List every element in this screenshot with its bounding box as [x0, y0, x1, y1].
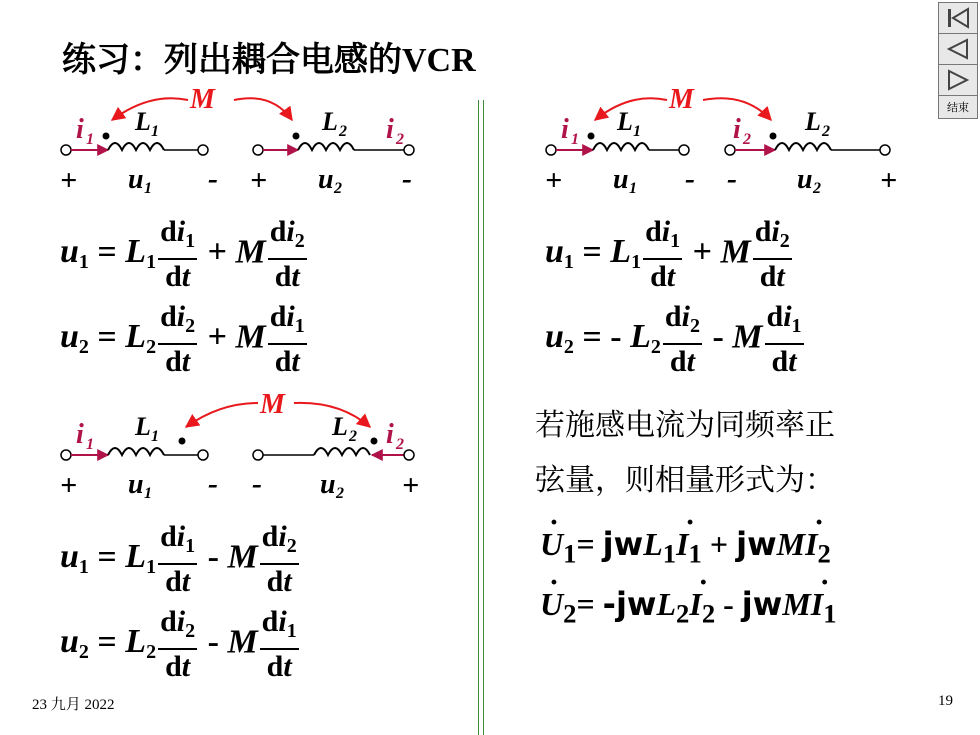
fraction-denominator: dt — [165, 565, 191, 598]
first-slide-button[interactable] — [939, 3, 977, 34]
fraction-numerator: $di_2$ — [753, 215, 792, 260]
mutual-inductance: M — [720, 233, 751, 271]
fraction-denominator: dt — [165, 260, 191, 293]
operator: + — [199, 318, 236, 356]
svg-text:+: + — [60, 164, 78, 197]
first-slide-icon — [945, 7, 971, 29]
j-omega: jw — [602, 525, 644, 563]
j-omega: jw — [741, 585, 783, 623]
svg-text:-: - — [402, 162, 412, 195]
equals-sign: = — [573, 233, 611, 271]
svg-text:1: 1 — [633, 123, 641, 140]
svg-text:1: 1 — [151, 428, 159, 445]
svg-text:2: 2 — [349, 428, 357, 445]
fraction — [753, 215, 792, 294]
svg-text:2: 2 — [396, 436, 404, 453]
fraction-denominator: dt — [165, 650, 191, 683]
fraction — [158, 520, 197, 599]
svg-text:i: i — [76, 419, 84, 450]
fraction-numerator: $di_2$ — [158, 300, 197, 345]
operator: - — [703, 318, 733, 356]
operator: - — [199, 538, 228, 576]
svg-text:1: 1 — [144, 485, 152, 502]
equation-1 — [60, 215, 309, 294]
fraction — [765, 300, 804, 379]
phasor-current: · I — [811, 586, 823, 622]
svg-text:i: i — [561, 114, 569, 145]
fraction — [158, 300, 197, 379]
equals-sign: = — [576, 586, 603, 622]
svg-text:u: u — [318, 164, 334, 195]
svg-text:M: M — [669, 84, 694, 115]
svg-text:2: 2 — [336, 485, 344, 502]
self-inductance: $L_2$ — [630, 318, 661, 359]
svg-text:2: 2 — [813, 180, 821, 197]
eq-lhs: $u_1$ — [60, 233, 89, 274]
svg-text:L: L — [805, 107, 821, 136]
svg-text:u: u — [128, 164, 144, 195]
phasor-eq-1: · $U_1= jwL_1\cdot I_1 + jwM\cdot I_2$ — [540, 525, 831, 569]
svg-text:+: + — [250, 164, 268, 197]
eq-lhs: $u_2$ — [545, 318, 574, 359]
circuit-bottom-left — [50, 385, 470, 505]
svg-text:2: 2 — [743, 131, 751, 148]
equation-2 — [60, 300, 309, 379]
equals-sign: = — [573, 318, 611, 356]
svg-text:2: 2 — [334, 180, 342, 197]
svg-text:L: L — [135, 412, 151, 441]
mutual-inductance: M — [782, 586, 811, 622]
fraction-denominator: dt — [274, 345, 300, 378]
operator: - — [715, 586, 742, 622]
equation-6 — [545, 300, 806, 379]
fraction-numerator: $di_1$ — [643, 215, 682, 260]
eq-lhs: $u_1$ — [60, 538, 89, 579]
mutual-inductance: M — [776, 526, 806, 562]
fraction — [260, 520, 299, 599]
circuit-top-right — [535, 80, 935, 200]
i2-label: i — [386, 114, 394, 145]
fraction-denominator: dt — [266, 565, 292, 598]
fraction-numerator: $di_1$ — [158, 215, 197, 260]
fraction — [260, 605, 299, 684]
fraction-denominator: dt — [771, 345, 797, 378]
fraction-denominator: dt — [274, 260, 300, 293]
phasor-current: · I — [805, 526, 817, 562]
end-show-button[interactable] — [939, 96, 977, 118]
end-show-label: 结束 — [947, 101, 969, 114]
phasor-voltage: · U — [540, 526, 563, 562]
svg-text:L: L — [332, 412, 348, 441]
svg-text:1: 1 — [571, 131, 579, 148]
svg-text:-: - — [208, 467, 218, 500]
footer-date: 23 九月 2022 — [32, 697, 115, 713]
prev-slide-icon — [945, 38, 971, 60]
self-inductance: L — [656, 586, 677, 622]
mutual-label: M — [190, 84, 215, 115]
svg-text:1: 1 — [86, 131, 94, 148]
mutual-inductance: M — [235, 318, 266, 356]
self-inductance: $L_2$ — [125, 623, 157, 664]
slide-nav — [938, 2, 978, 119]
phasor-current: · I — [689, 586, 701, 622]
eq-lhs: $u_2$ — [60, 318, 89, 359]
svg-text:-: - — [252, 467, 262, 500]
page-number: 19 — [938, 693, 953, 709]
mutual-inductance: M — [227, 623, 258, 661]
fraction-numerator: $di_1$ — [158, 520, 197, 565]
operator: + — [701, 526, 737, 562]
svg-text:i: i — [733, 114, 741, 145]
fraction-denominator: dt — [266, 650, 292, 683]
fraction-numerator: $di_2$ — [158, 605, 197, 650]
equals-sign: = — [88, 538, 126, 576]
svg-text:+: + — [60, 469, 78, 502]
fraction-numerator: $di_2$ — [268, 215, 307, 260]
svg-text:+: + — [402, 469, 420, 502]
fraction — [158, 605, 197, 684]
self-inductance: $L_1$ — [610, 233, 642, 274]
prev-slide-button[interactable] — [939, 34, 977, 65]
fraction-denominator: dt — [165, 345, 191, 378]
fraction-denominator: dt — [650, 260, 676, 293]
operator: + — [199, 233, 236, 271]
phasor-current: · I — [676, 526, 688, 562]
fraction-numerator: $di_1$ — [765, 300, 804, 345]
svg-text:+: + — [880, 164, 898, 197]
neg-sign: - — [610, 318, 631, 356]
svg-text:L: L — [617, 107, 633, 136]
self-inductance: $L_2$ — [125, 318, 157, 359]
svg-text:2: 2 — [396, 131, 404, 148]
svg-text:1: 1 — [151, 123, 159, 140]
equation-5 — [545, 215, 794, 294]
fraction-denominator: dt — [759, 260, 785, 293]
operator: - — [199, 623, 228, 661]
svg-text:u: u — [613, 164, 629, 195]
fraction-numerator: $di_2$ — [663, 300, 702, 345]
neg-sign: - — [602, 585, 616, 623]
equals-sign: = — [88, 318, 126, 356]
fraction-numerator: $di_1$ — [268, 300, 307, 345]
svg-text:u: u — [320, 469, 336, 500]
title-text: 练习：列出耦合电感的 — [62, 40, 402, 80]
svg-text:-: - — [685, 162, 695, 195]
column-divider — [478, 100, 484, 735]
note-line-2: 弦量，则相量形式为： — [535, 463, 835, 498]
equals-sign: = — [88, 233, 126, 271]
fraction — [643, 215, 682, 294]
svg-text:1: 1 — [86, 436, 94, 453]
slide-title — [62, 32, 476, 81]
svg-text:1: 1 — [144, 180, 152, 197]
mutual-inductance: M — [227, 538, 258, 576]
l1-label: L — [135, 107, 151, 136]
fraction-denominator: dt — [669, 345, 695, 378]
fraction — [158, 215, 197, 294]
mutual-inductance: M — [732, 318, 763, 356]
operator: + — [684, 233, 721, 271]
i1-label: i — [76, 114, 84, 145]
svg-text:i: i — [386, 419, 394, 450]
svg-text:+: + — [545, 164, 563, 197]
svg-text:-: - — [208, 162, 218, 195]
equation-3 — [60, 520, 301, 599]
self-inductance: $L_1$ — [125, 233, 157, 274]
fraction — [663, 300, 702, 379]
j-omega: jw — [736, 525, 777, 563]
eq-lhs: $u_2$ — [60, 623, 89, 664]
next-slide-icon — [945, 69, 971, 91]
fraction-numerator: $di_1$ — [260, 605, 299, 650]
equation-4 — [60, 605, 301, 684]
l2-label: L — [322, 107, 338, 136]
next-slide-button[interactable] — [939, 65, 977, 96]
circuit-top-left — [50, 80, 470, 200]
phasor-eq-2: · $U_2= -jwL_2\cdot I_2 - jwM\cdot I_1$ — [540, 585, 837, 629]
svg-text:-: - — [727, 162, 737, 195]
self-inductance: L — [643, 526, 663, 562]
svg-text:1: 1 — [629, 180, 637, 197]
note-line-1: 若施感电流为同频率正 — [535, 408, 835, 443]
svg-text:M: M — [260, 389, 285, 420]
svg-text:2: 2 — [339, 123, 347, 140]
svg-text:u: u — [797, 164, 813, 195]
svg-text:u: u — [128, 469, 144, 500]
eq-lhs: $u_1$ — [545, 233, 574, 274]
title-latin: VCR — [402, 42, 476, 79]
equals-sign: = — [88, 623, 126, 661]
fraction — [268, 300, 307, 379]
fraction — [268, 215, 307, 294]
self-inductance: $L_1$ — [125, 538, 157, 579]
j-omega: jw — [615, 585, 657, 623]
equals-sign: = — [576, 526, 603, 562]
mutual-inductance: M — [235, 233, 266, 271]
svg-text:2: 2 — [822, 123, 830, 140]
fraction-numerator: $di_2$ — [260, 520, 299, 565]
phasor-voltage: · U — [540, 586, 563, 622]
